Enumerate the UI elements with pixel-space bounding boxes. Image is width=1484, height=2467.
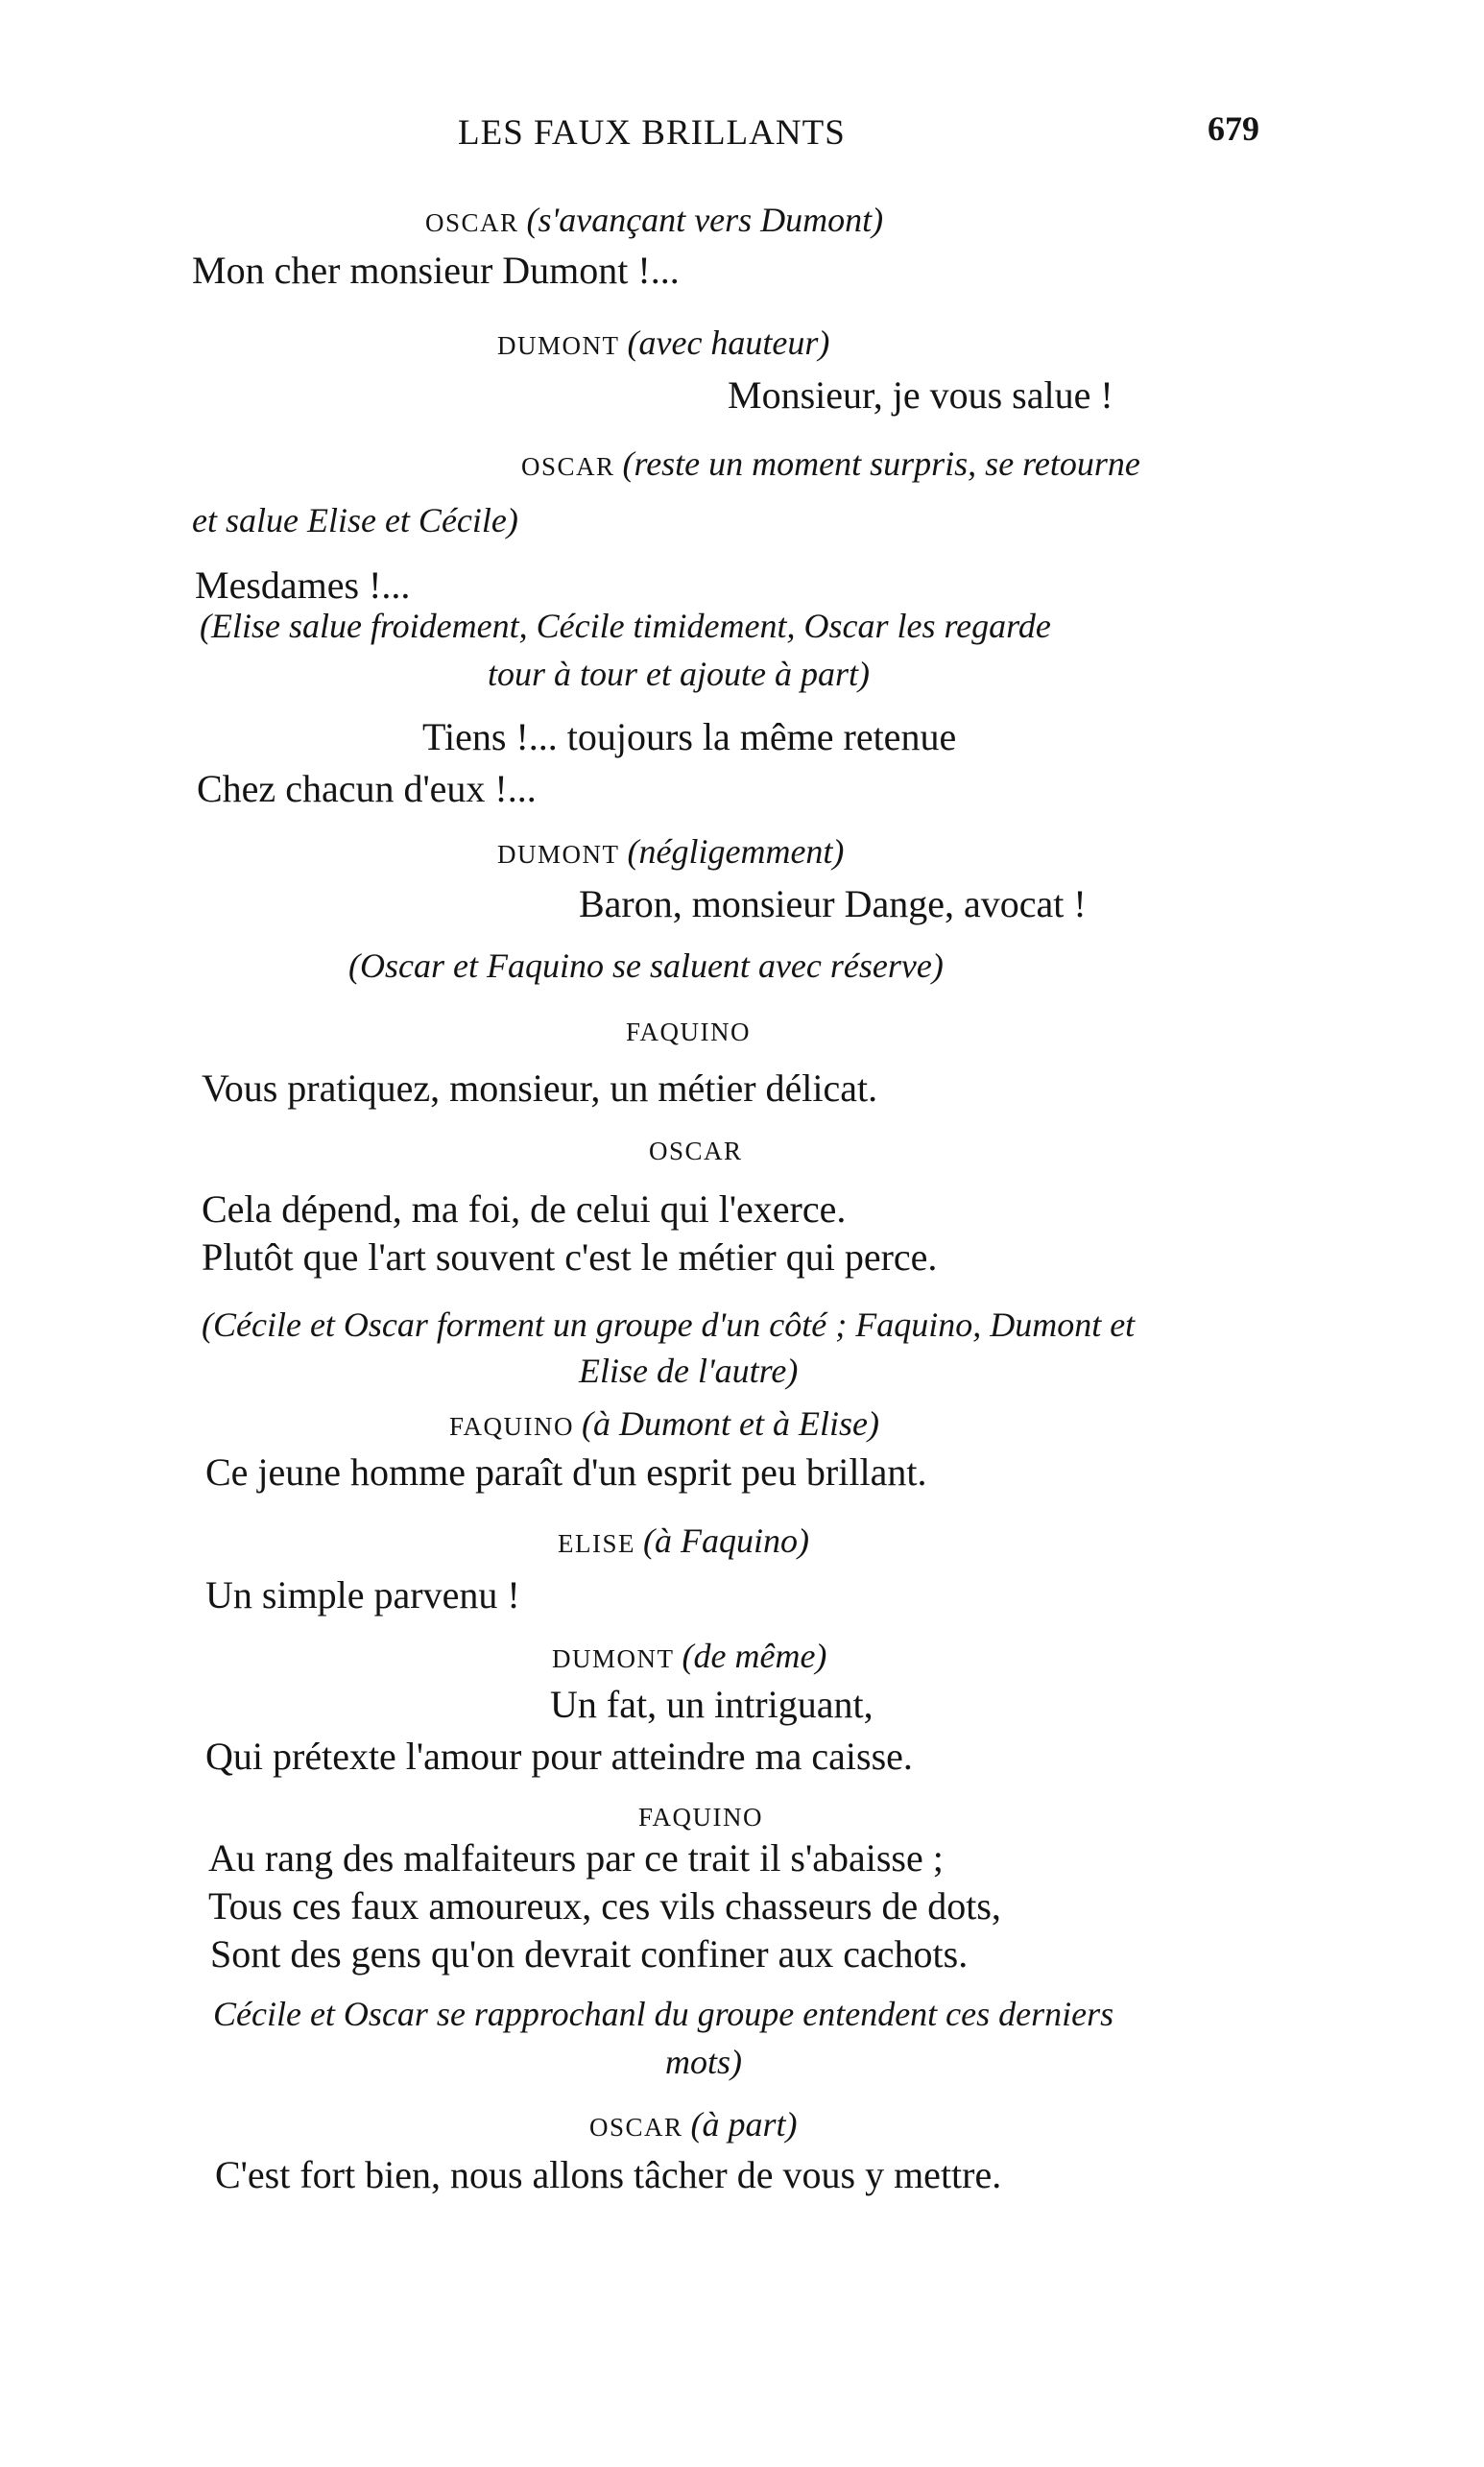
speaker-line xyxy=(589,2104,798,2143)
page-number: 679 xyxy=(1208,109,1259,148)
speaker-name: OSCAR xyxy=(589,2113,683,2142)
verse-line: Un simple parvenu ! xyxy=(205,1573,520,1617)
stage-direction: (reste un moment surpris, se retourne xyxy=(622,444,1140,483)
stage-direction: (avec hauteur) xyxy=(627,323,830,362)
verse-line: Cela dépend, ma foi, de celui qui l'exerce. xyxy=(202,1187,847,1231)
verse-line: Tous ces faux amoureux, ces vils chasseurs de dots, xyxy=(208,1884,1001,1928)
speaker-line xyxy=(497,831,844,870)
stage-direction: tour à tour et ajoute à part) xyxy=(488,655,870,693)
speaker-line xyxy=(552,1636,826,1674)
speaker-name: OSCAR xyxy=(425,208,519,237)
speaker-line xyxy=(497,323,829,361)
stage-direction: (de même) xyxy=(682,1637,827,1675)
speaker-name: FAQUINO xyxy=(626,1018,751,1046)
stage-direction: et salue Elise et Cécile) xyxy=(192,501,518,539)
speaker-name: DUMONT xyxy=(497,331,620,360)
stage-direction: (Oscar et Faquino se saluent avec réserve) xyxy=(348,946,944,985)
stage-direction: (à Dumont et à Elise) xyxy=(582,1404,879,1443)
speaker-name: DUMONT xyxy=(552,1644,675,1673)
running-header-title: LES FAUX BRILLANTS xyxy=(458,113,846,153)
speaker-line xyxy=(425,200,883,238)
speaker-name: DUMONT xyxy=(497,840,620,869)
stage-direction: (s'avançant vers Dumont) xyxy=(526,201,884,239)
verse-line: Ce jeune homme paraît d'un esprit peu brillant. xyxy=(205,1450,927,1494)
speaker-name: OSCAR xyxy=(649,1137,743,1165)
speaker-name: ELISE xyxy=(558,1529,635,1558)
stage-direction: (à Faquino) xyxy=(643,1521,809,1560)
verse-line: Qui prétexte l'amour pour atteindre ma caisse. xyxy=(205,1735,913,1778)
verse-line: Vous pratiquez, monsieur, un métier délicat. xyxy=(202,1066,878,1110)
stage-direction: Elise de l'autre) xyxy=(579,1352,799,1390)
verse-line: C'est fort bien, nous allons tâcher de vous y mettre. xyxy=(215,2153,1002,2196)
speaker-line xyxy=(521,443,1140,482)
speaker-line xyxy=(449,1403,879,1442)
stage-direction: (Cécile et Oscar forment un groupe d'un côté ; Faquino, Dumont et xyxy=(202,1305,1136,1344)
verse-line: Plutôt que l'art souvent c'est le métier qui perce. xyxy=(202,1235,938,1279)
verse-line: Au rang des malfaiteurs par ce trait il s'abaisse ; xyxy=(208,1836,944,1880)
stage-direction: Cécile et Oscar se rapprochanl du groupe entendent ces derniers xyxy=(213,1995,1114,2033)
verse-line: Mon cher monsieur Dumont !... xyxy=(192,249,680,292)
stage-direction: (Elise salue froidement, Cécile timidement, Oscar les regarde xyxy=(200,607,1051,645)
speaker-name: FAQUINO xyxy=(638,1803,763,1832)
verse-line: Un fat, un intriguant, xyxy=(550,1683,874,1726)
verse-line: Tiens !... toujours la même retenue xyxy=(422,715,957,758)
verse-line: Mesdames !... xyxy=(195,563,411,607)
stage-direction: (à part) xyxy=(690,2105,798,2144)
verse-line: Chez chacun d'eux !... xyxy=(197,767,537,810)
verse-line: Monsieur, je vous salue ! xyxy=(728,373,1113,417)
verse-line: Baron, monsieur Dange, avocat ! xyxy=(579,882,1087,925)
speaker-line xyxy=(558,1521,809,1559)
stage-direction: mots) xyxy=(665,2043,742,2081)
stage-direction: (négligemment) xyxy=(627,832,845,871)
verse-line: Sont des gens qu'on devrait confiner aux cachots. xyxy=(210,1932,969,1976)
speaker-name: FAQUINO xyxy=(449,1412,574,1441)
speaker-name: OSCAR xyxy=(521,452,615,481)
